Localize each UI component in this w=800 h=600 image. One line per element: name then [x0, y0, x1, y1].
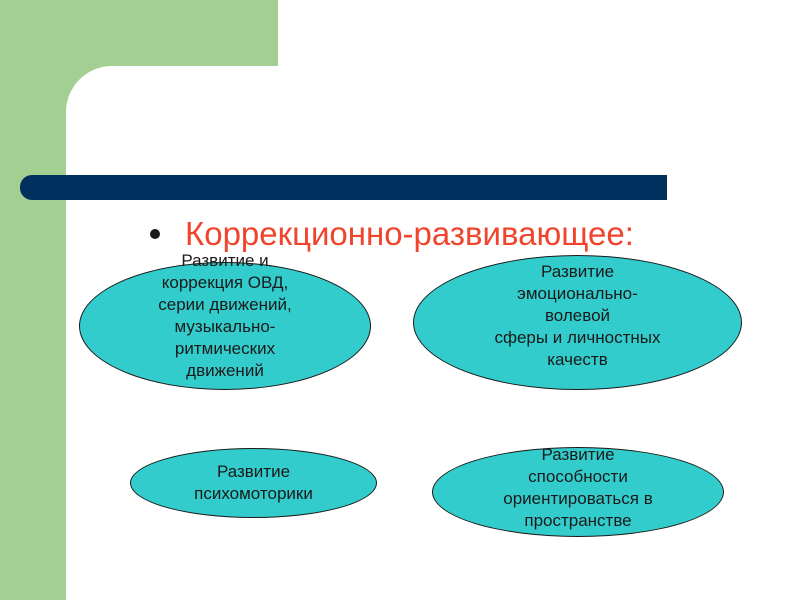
bullet-icon [150, 229, 160, 239]
oval-label: Развитие эмоционально- волевой сферы и личностных качеств [494, 261, 661, 369]
title-bar-decoration [20, 175, 667, 200]
oval-spatial-orientation [432, 447, 724, 537]
oval-label: Развитие способности ориентироваться в пространстве [503, 445, 653, 530]
oval-label: Развитие психомоторики [194, 462, 313, 503]
oval-label: Развитие и коррекция ОВД, серии движений, музыкально- ритмических движений [158, 251, 292, 380]
oval-psychomotor-development [130, 448, 377, 518]
oval-ovd-development [79, 251, 371, 390]
heading-text: Коррекционно-развивающее: [185, 215, 634, 252]
oval-emotional-development [413, 255, 742, 390]
